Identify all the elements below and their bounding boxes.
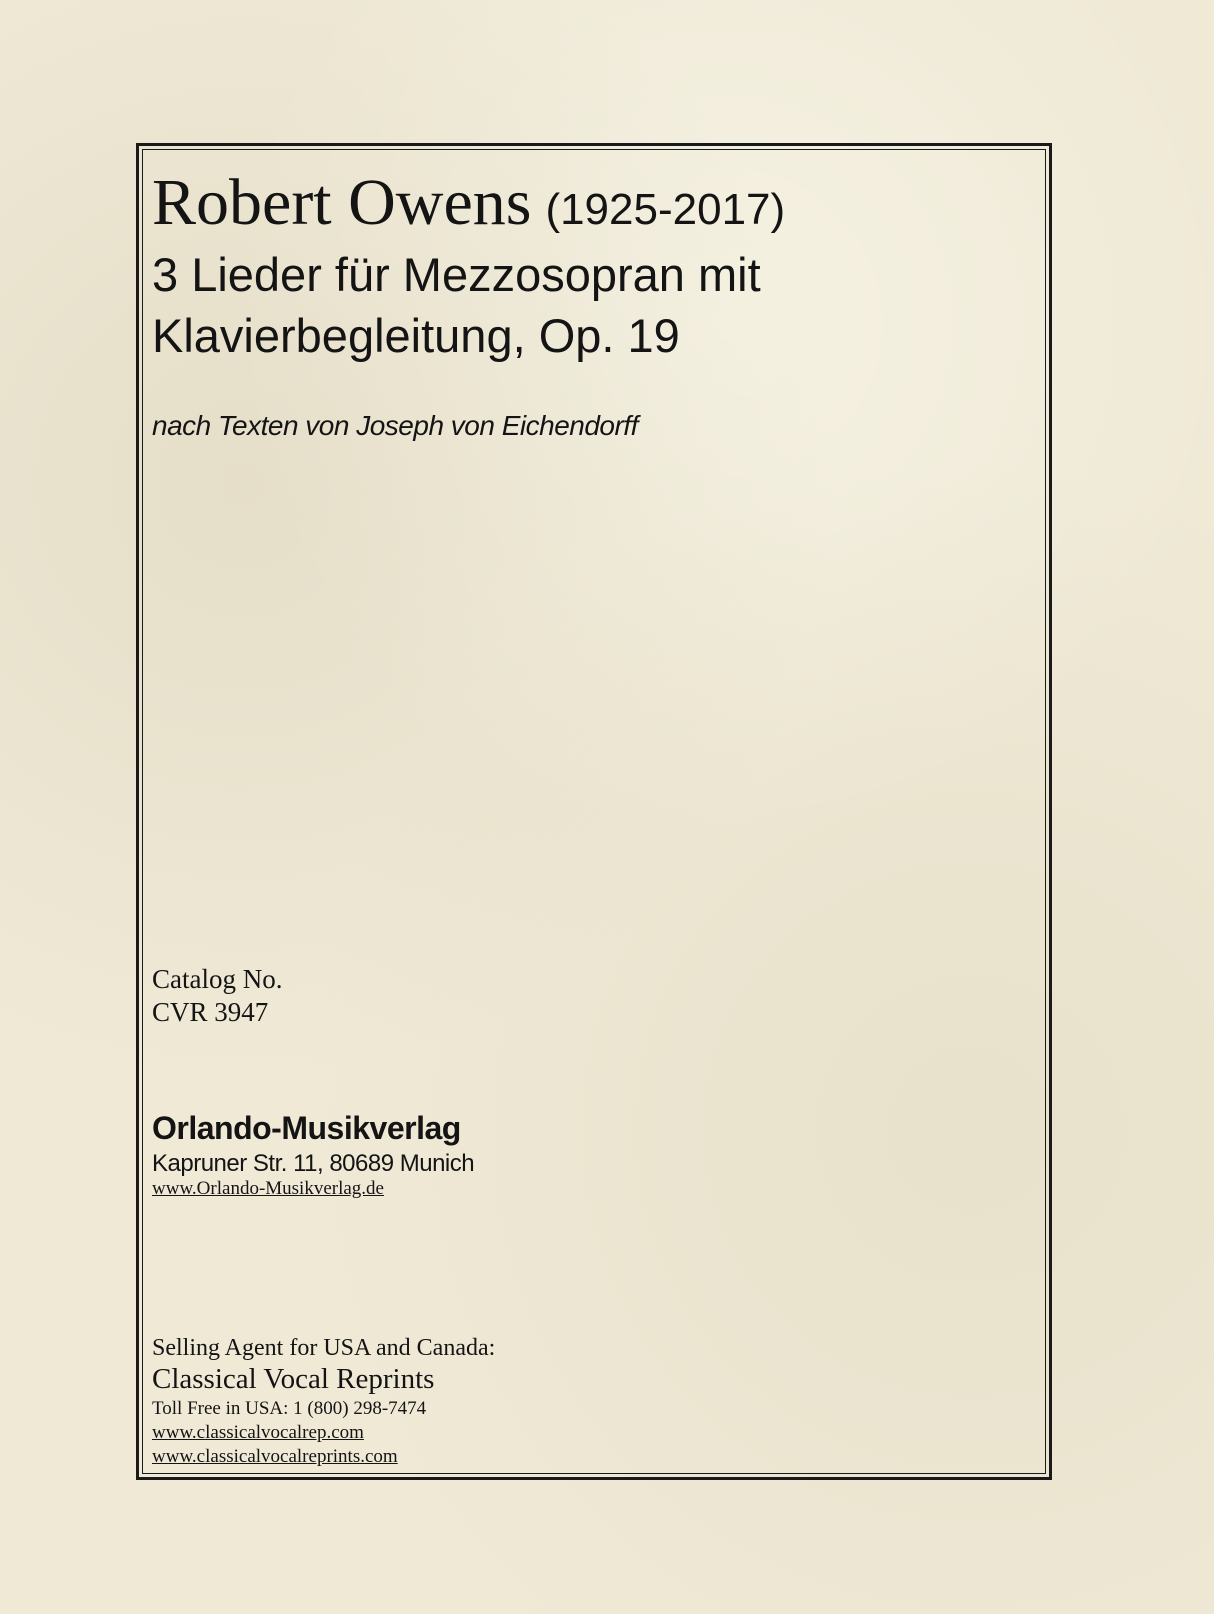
agent-website-link-1[interactable]: www.classicalvocalrep.com (152, 1422, 364, 1443)
agent-label: Selling Agent for USA and Canada: (152, 1335, 496, 1361)
catalog-number: CVR 3947 (152, 997, 269, 1027)
work-title-line1: 3 Lieder für Mezzosopran mit (152, 248, 761, 301)
agent-website-link-2[interactable]: www.classicalvocalreprints.com (152, 1446, 398, 1467)
agent-name: Classical Vocal Reprints (152, 1363, 435, 1395)
composer-line (152, 165, 785, 241)
composer-name: Robert Owens (152, 166, 532, 239)
work-title-line2: Klavierbegleitung, Op. 19 (152, 309, 680, 362)
composer-dates: (1925-2017) (545, 185, 786, 234)
catalog-label: Catalog No. (152, 964, 283, 994)
subtitle: nach Texten von Joseph von Eichendorff (152, 410, 638, 441)
agent-phone: Toll Free in USA: 1 (800) 298-7474 (152, 1398, 427, 1419)
publisher-website-link[interactable]: www.Orlando-Musikverlag.de (152, 1178, 384, 1199)
publisher-address: Kapruner Str. 11, 80689 Munich (152, 1150, 475, 1177)
publisher-name: Orlando-Musikverlag (152, 1110, 461, 1146)
